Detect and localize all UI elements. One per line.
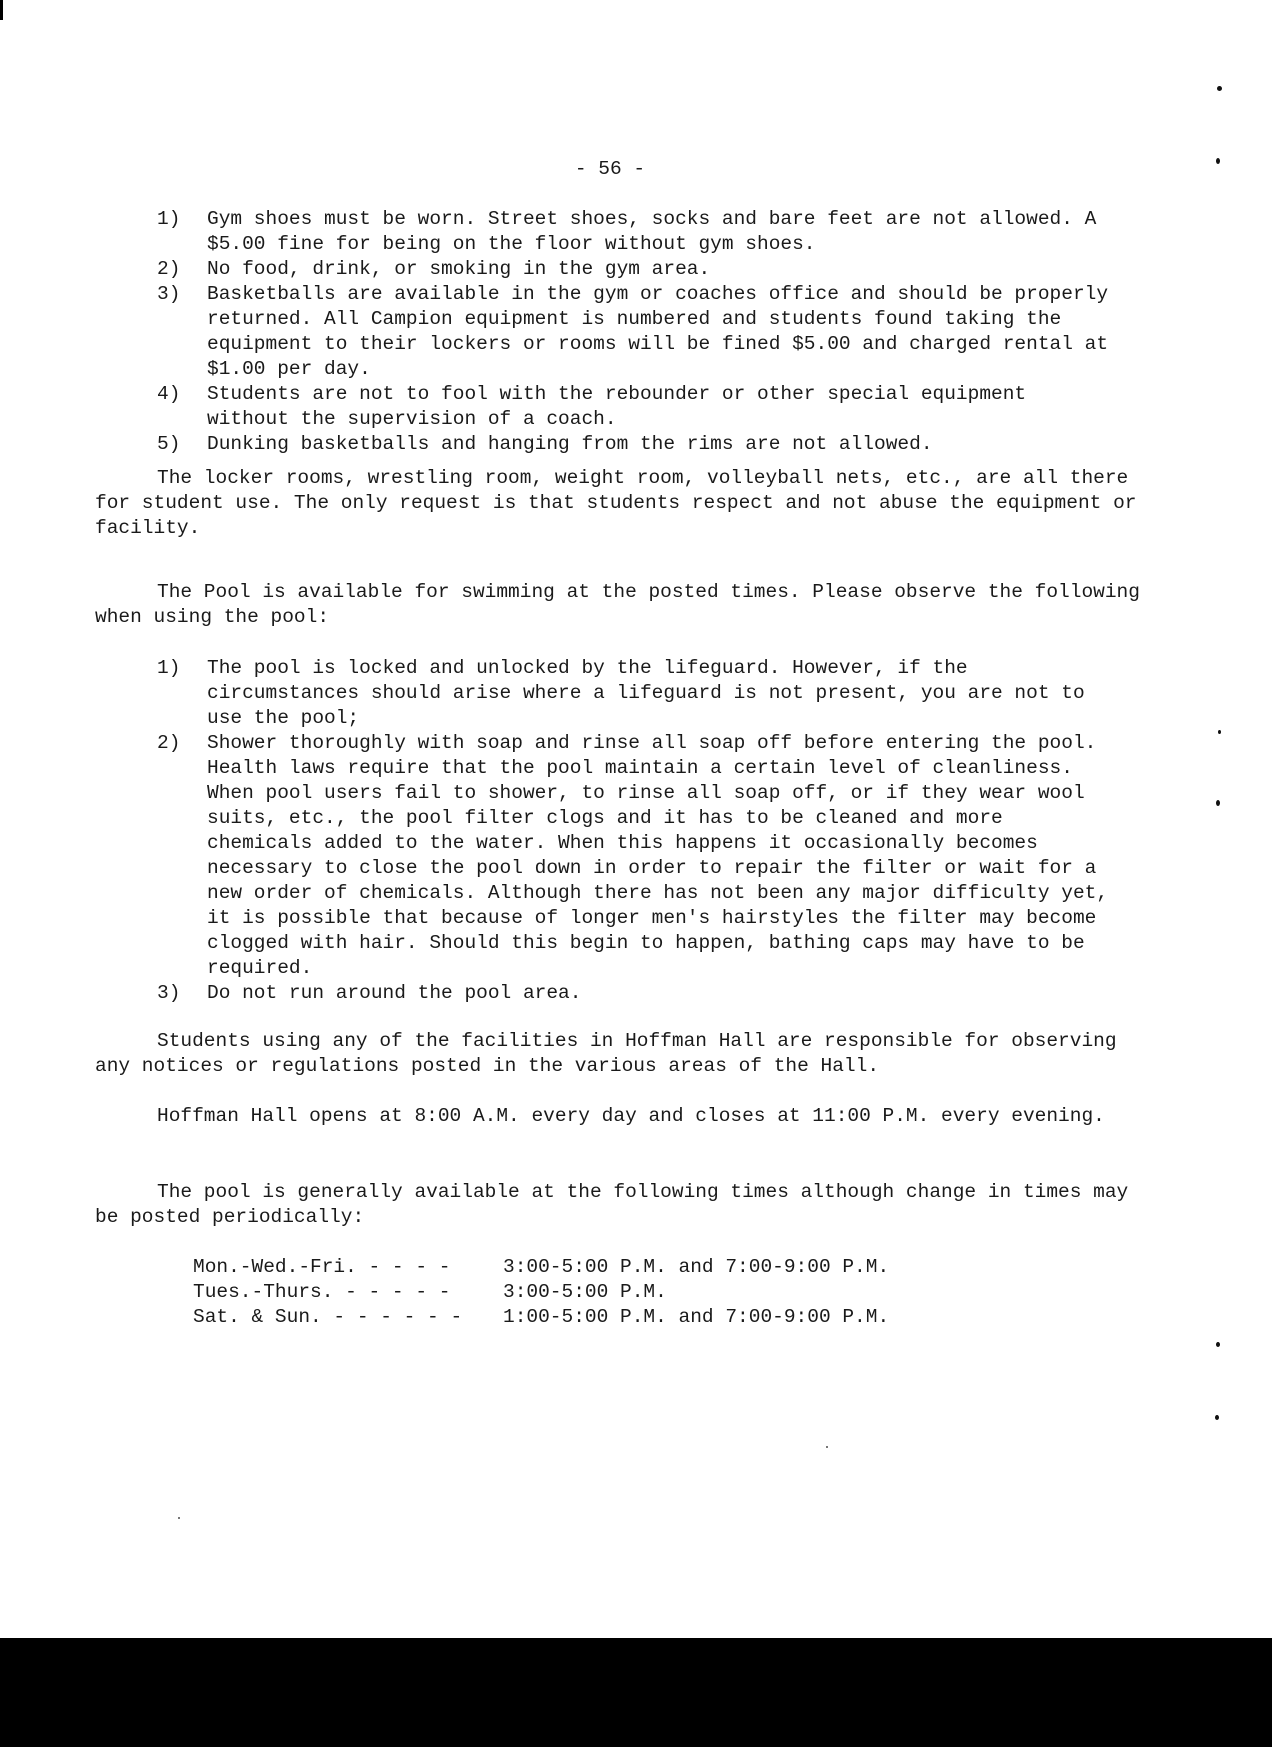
schedule-times: 3:00-5:00 P.M. and 7:00-9:00 P.M. bbox=[503, 1256, 890, 1278]
scan-speck bbox=[826, 1446, 828, 1448]
paragraph-facilities: The locker rooms, wrestling room, weight room, volleyball nets, etc., are all there for student use. The only request is that students respect and not abuse the equipment or facility. bbox=[95, 467, 1137, 539]
list-text: The pool is locked and unlocked by the lifeguard. However, if the circumstances should arise where a lifeguard is not present, you are not to use the pool; bbox=[207, 657, 1085, 729]
scan-speck bbox=[1218, 730, 1221, 734]
scan-bottom-border bbox=[0, 1638, 1272, 1747]
list-number: 5) bbox=[157, 433, 181, 455]
scan-speck bbox=[1216, 800, 1220, 806]
schedule-days: Sat. & Sun. - - - - - - bbox=[193, 1306, 463, 1328]
list-text: No food, drink, or smoking in the gym area. bbox=[207, 258, 711, 280]
list-item bbox=[157, 282, 1117, 382]
paragraph-pool-intro: The Pool is available for swimming at the posted times. Please observe the following when using the pool: bbox=[95, 581, 1140, 628]
scan-speck bbox=[1216, 158, 1220, 164]
schedule-row bbox=[193, 1280, 889, 1305]
list-text: Do not run around the pool area. bbox=[207, 982, 582, 1004]
schedule-row bbox=[193, 1305, 889, 1330]
page-number: - 56 - bbox=[574, 158, 646, 180]
list-number: 4) bbox=[157, 383, 181, 405]
schedule-times: 1:00-5:00 P.M. and 7:00-9:00 P.M. bbox=[503, 1306, 890, 1328]
list-number: 2) bbox=[157, 732, 181, 754]
scan-speck bbox=[178, 1517, 180, 1519]
schedule-days: Tues.-Thurs. - - - - - bbox=[193, 1281, 451, 1303]
pool-schedule bbox=[193, 1255, 889, 1330]
list-item bbox=[157, 731, 1117, 981]
scan-speck bbox=[1216, 1342, 1220, 1347]
scan-speck bbox=[1215, 1415, 1219, 1420]
paragraph-hours: Hoffman Hall opens at 8:00 A.M. every day and closes at 11:00 P.M. every evening. bbox=[157, 1105, 1105, 1127]
list-item bbox=[157, 257, 1117, 282]
scan-edge-mark bbox=[0, 0, 3, 20]
list-item bbox=[157, 207, 1117, 257]
list-number: 3) bbox=[157, 283, 181, 305]
gym-rules-list bbox=[157, 207, 1117, 457]
paragraph-notices: Students using any of the facilities in Hoffman Hall are responsible for observing any notices or regulations posted in the various areas of the Hall. bbox=[95, 1030, 1117, 1077]
list-text: Dunking basketballs and hanging from the rims are not allowed. bbox=[207, 433, 933, 455]
pool-rules-list bbox=[157, 656, 1117, 1006]
schedule-days: Mon.-Wed.-Fri. - - - - bbox=[193, 1256, 451, 1278]
schedule-times: 3:00-5:00 P.M. bbox=[503, 1281, 667, 1303]
list-item bbox=[157, 656, 1117, 731]
list-number: 1) bbox=[157, 208, 181, 230]
paragraph-pool-times: The pool is generally available at the following times although change in times may be posted periodically: bbox=[95, 1181, 1129, 1228]
list-text: Basketballs are available in the gym or coaches office and should be properly returned. All Campion equipment is numbered and students found taking the equipment to their lockers or rooms will be fined $5.00 and charged rental at $1.00 per day. bbox=[207, 283, 1109, 380]
list-number: 3) bbox=[157, 982, 181, 1004]
schedule-row bbox=[193, 1255, 889, 1280]
list-item bbox=[157, 981, 1117, 1006]
scan-speck bbox=[1217, 86, 1222, 91]
list-text: Shower thoroughly with soap and rinse all soap off before entering the pool. Health laws require that the pool maintain a certain level of cleanliness. When pool users fail to shower, to rinse all soap off, or if they wear wool suits, etc., the pool filter clogs and it has to be cleaned and more chemicals added to the water. When this happens it occasionally becomes necessary to close the pool down in order to repair the filter or wait for a new order of chemicals. Although there has not been any major difficulty yet, it is possible that because of longer men's hairstyles the filter may become clogged with hair. Should this begin to happen, bathing caps may have to be required. bbox=[207, 732, 1109, 979]
list-text: Students are not to fool with the rebounder or other special equipment without the supervision of a coach. bbox=[207, 383, 1027, 430]
list-item bbox=[157, 382, 1117, 432]
list-number: 1) bbox=[157, 657, 181, 679]
list-number: 2) bbox=[157, 258, 181, 280]
list-item bbox=[157, 432, 1117, 457]
list-text: Gym shoes must be worn. Street shoes, socks and bare feet are not allowed. A $5.00 fine for being on the floor without gym shoes. bbox=[207, 208, 1097, 255]
